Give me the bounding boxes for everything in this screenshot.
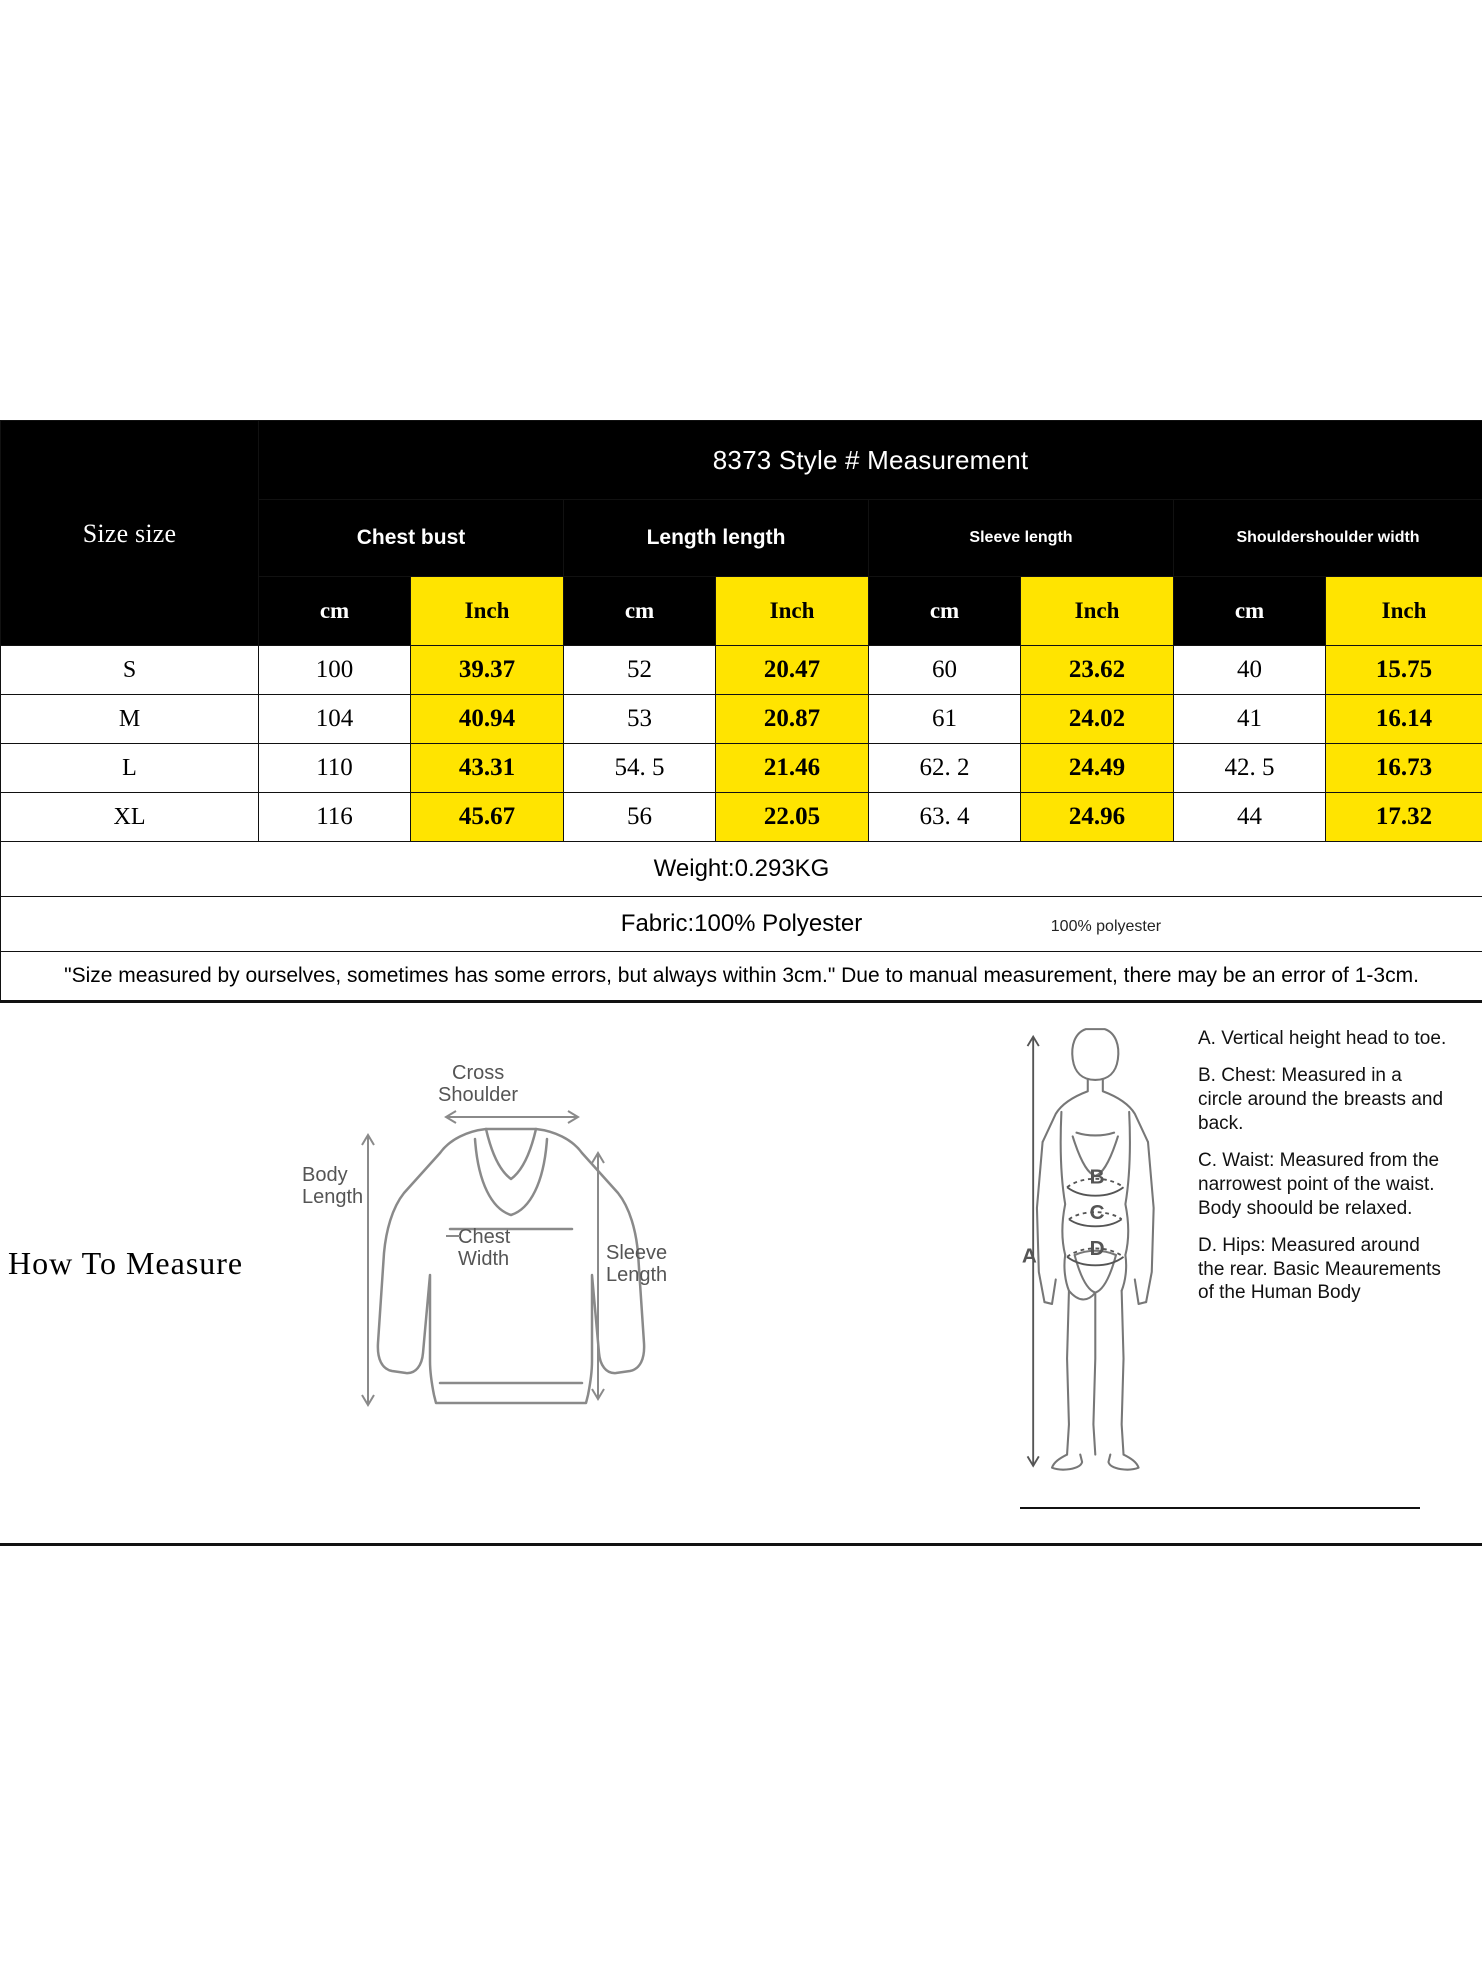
fabric-row [1, 897, 1482, 952]
size-chart-sheet [0, 420, 1482, 1546]
cell-shoulder-cm-l: 42. 5 [1174, 744, 1326, 793]
label-cross-shoulder-line2: Shoulder [438, 1084, 519, 1106]
group-sleeve-length: Sleeve length [869, 500, 1174, 577]
cell-sleeve-inch-xl: 24.96 [1021, 793, 1174, 842]
description-d: D. Hips: Measured around the rear. Basic Meaurements of the Human Body [1198, 1234, 1441, 1304]
description-a: A. Vertical height head to toe. [1198, 1028, 1447, 1049]
fabric-cell [1, 897, 1482, 952]
cell-shoulder-cm-m: 41 [1174, 695, 1326, 744]
unit-inch-chest: Inch [411, 577, 564, 646]
label-chest-width-line1: Chest [458, 1226, 511, 1248]
cell-length-cm-xl: 56 [564, 793, 716, 842]
fabric-value: Fabric:100% Polyester [620, 910, 863, 937]
table-row [1, 744, 1482, 793]
cell-sleeve-inch-m: 24.02 [1021, 695, 1174, 744]
weight-row [1, 842, 1482, 897]
cell-shoulder-inch-s: 15.75 [1326, 646, 1482, 695]
body-figure-svg [1020, 1015, 1180, 1495]
row-size-label-l: L [1, 744, 259, 793]
style-title-cell: 8373 Style # Measurement [259, 421, 1482, 500]
group-shoulder-width: Shouldershoulder width [1174, 500, 1482, 577]
cell-chest-cm-s: 100 [259, 646, 411, 695]
cell-shoulder-cm-s: 40 [1174, 646, 1326, 695]
cell-sleeve-cm-l: 62. 2 [869, 744, 1021, 793]
measurement-table [0, 420, 1482, 1001]
unit-inch-length: Inch [716, 577, 869, 646]
size-header-cell [1, 421, 259, 646]
description-c: C. Waist: Measured from the narrowest point of the waist. Body shoould be relaxed. [1198, 1149, 1440, 1219]
cell-length-cm-l: 54. 5 [564, 744, 716, 793]
garment-diagram-svg [300, 1043, 720, 1463]
body-measure-diagram [1020, 1015, 1447, 1525]
cell-shoulder-cm-xl: 44 [1174, 793, 1326, 842]
cell-sleeve-cm-xl: 63. 4 [869, 793, 1021, 842]
unit-cm-length: cm [564, 577, 716, 646]
body-marker-d: D [1089, 1237, 1105, 1260]
cell-chest-inch-xl: 45.67 [411, 793, 564, 842]
cell-length-inch-xl: 22.05 [716, 793, 869, 842]
row-size-label-xl: XL [1, 793, 259, 842]
cell-sleeve-cm-s: 60 [869, 646, 1021, 695]
cell-chest-cm-l: 110 [259, 744, 411, 793]
cell-shoulder-inch-xl: 17.32 [1326, 793, 1482, 842]
unit-inch-shoulder: Inch [1326, 577, 1482, 646]
label-body-length-line1: Body [302, 1164, 348, 1186]
size-header-label: Size size [82, 518, 177, 548]
cell-shoulder-inch-m: 16.14 [1326, 695, 1482, 744]
cell-sleeve-cm-m: 61 [869, 695, 1021, 744]
label-sleeve-length-line1: Sleeve [606, 1242, 668, 1264]
body-measure-descriptions [1198, 1027, 1448, 1318]
table-row [1, 695, 1482, 744]
how-to-measure-section [0, 1001, 1482, 1546]
cell-shoulder-inch-l: 16.73 [1326, 744, 1482, 793]
cell-sleeve-inch-l: 24.49 [1021, 744, 1174, 793]
cell-length-inch-s: 20.47 [716, 646, 869, 695]
how-to-measure-title: How To Measure [8, 1245, 244, 1281]
unit-inch-sleeve: Inch [1021, 577, 1174, 646]
cell-chest-inch-l: 43.31 [411, 744, 564, 793]
fabric-subnote: 100% polyester [1050, 918, 1162, 935]
cell-chest-cm-m: 104 [259, 695, 411, 744]
cell-length-cm-m: 53 [564, 695, 716, 744]
label-body-length-line2: Length [302, 1186, 364, 1208]
measurement-note: "Size measured by ourselves, sometimes has some errors, but always within 3cm." Due to manual measurement, there may be an error of 1-3cm. [1, 952, 1482, 1001]
table-title-row [1, 421, 1482, 500]
garment-diagram [300, 1043, 720, 1463]
divider-bottom [1020, 1507, 1420, 1509]
description-b: B. Chest: Measured in a circle around the breasts and back. [1198, 1064, 1444, 1134]
fabric-inner [620, 910, 1162, 938]
label-chest-width-line2: Width [458, 1248, 510, 1270]
unit-cm-sleeve: cm [869, 577, 1021, 646]
body-marker-c: C [1089, 1201, 1105, 1225]
body-marker-a: A [1021, 1244, 1037, 1268]
group-chest-bust: Chest bust [259, 500, 564, 577]
body-marker-b: B [1089, 1165, 1105, 1189]
row-size-label-s: S [1, 646, 259, 695]
group-length: Length length [564, 500, 869, 577]
cell-length-inch-m: 20.87 [716, 695, 869, 744]
weight-value: Weight:0.293KG [1, 842, 1482, 897]
cell-length-inch-l: 21.46 [716, 744, 869, 793]
table-row [1, 793, 1482, 842]
unit-cm-chest: cm [259, 577, 411, 646]
cell-chest-inch-m: 40.94 [411, 695, 564, 744]
unit-cm-shoulder: cm [1174, 577, 1326, 646]
cell-chest-inch-s: 39.37 [411, 646, 564, 695]
row-size-label-m: M [1, 695, 259, 744]
cell-chest-cm-xl: 116 [259, 793, 411, 842]
cell-sleeve-inch-s: 23.62 [1021, 646, 1174, 695]
table-row [1, 646, 1482, 695]
label-sleeve-length-line2: Length [606, 1264, 668, 1286]
cell-length-cm-s: 52 [564, 646, 716, 695]
label-cross-shoulder-line1: Cross [452, 1062, 505, 1084]
note-row [1, 952, 1482, 1001]
